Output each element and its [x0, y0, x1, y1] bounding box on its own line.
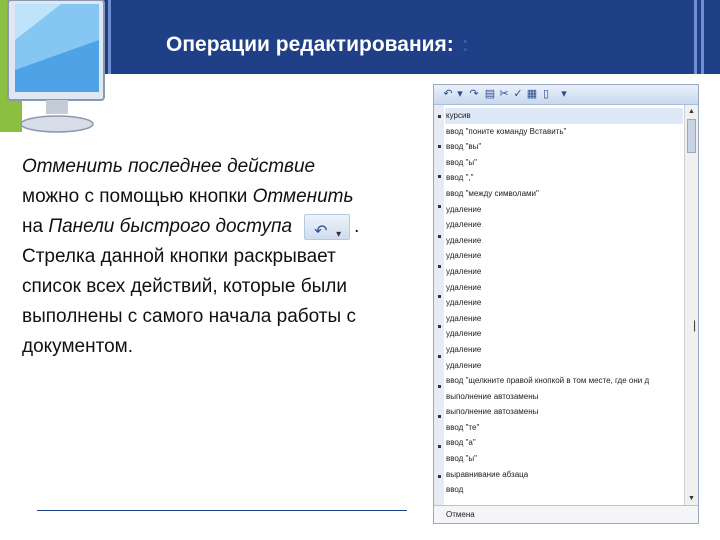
undo-list-item[interactable]: выполнение автозамены	[446, 391, 539, 401]
undo-list-item[interactable]: ввод "вы"	[446, 142, 482, 152]
ruler-mark	[438, 205, 441, 208]
undo-list-item[interactable]: выравнивание абзаца	[446, 469, 529, 479]
copy-icon[interactable]: ▤	[484, 88, 496, 100]
undo-icon[interactable]: ↶	[443, 88, 453, 100]
undo-list-item[interactable]: удаление	[446, 266, 482, 276]
customize-icon[interactable]: ▾	[561, 88, 567, 100]
header-divider-right-2	[701, 0, 704, 74]
undo-list-item[interactable]: ввод "а"	[446, 438, 476, 448]
ruler-mark	[438, 445, 441, 448]
undo-list	[445, 108, 683, 498]
undo-list-item[interactable]: курсив	[445, 108, 683, 124]
body-paragraph	[22, 152, 367, 362]
ruler-mark	[438, 415, 441, 418]
undo-list-item[interactable]: удаление	[446, 251, 482, 261]
body-text-3: . Стрелка данной кнопки раскрывает список всех действий, которые были выполнены с самого начала работы с документом.	[22, 216, 360, 357]
undo-list-screenshot	[433, 84, 699, 524]
undo-list-item[interactable]: удаление	[446, 344, 482, 354]
body-italic-undo-last: Отменить последнее действие	[22, 156, 316, 177]
undo-list-item[interactable]: удаление	[446, 282, 482, 292]
ruler-mark	[438, 115, 441, 118]
footer-divider	[37, 510, 407, 511]
scroll-thumb[interactable]	[687, 119, 696, 153]
ruler-mark	[438, 385, 441, 388]
undo-list-item[interactable]: ввод ","	[446, 173, 474, 183]
page-title-text: Операции редактирования:	[166, 33, 454, 56]
undo-list-item[interactable]: ввод	[446, 485, 464, 495]
undo-list-item[interactable]: удаление	[446, 360, 482, 370]
undo-list-item[interactable]: удаление	[446, 204, 482, 214]
quick-access-toolbar	[434, 85, 698, 105]
undo-list-item[interactable]: ввод "щелкните правой кнопкой в том месте, где они д	[446, 376, 650, 386]
undo-dropdown-icon[interactable]: ▾	[457, 88, 463, 100]
page-icon[interactable]: ▯	[542, 88, 550, 100]
undo-arrow-icon: ↶	[314, 222, 328, 240]
body-italic-quick-access: Панели быстрого доступа	[48, 216, 293, 237]
scroll-up-icon[interactable]: ▲	[688, 108, 695, 115]
undo-list-item[interactable]: удаление	[446, 220, 482, 230]
ruler-mark	[438, 175, 441, 178]
cut-icon[interactable]: ✂	[499, 88, 509, 100]
ruler-mark	[438, 265, 441, 268]
scrollbar[interactable]	[684, 105, 698, 505]
undo-list-footer: Отмена	[434, 505, 698, 523]
undo-list-item[interactable]: ввод "поните команду Вставить"	[446, 126, 567, 136]
ruler-mark	[438, 475, 441, 478]
dropdown-arrow-icon: ▾	[336, 228, 342, 240]
scroll-down-icon[interactable]: ▼	[688, 495, 695, 502]
undo-list-item[interactable]: удаление	[446, 298, 482, 308]
monitor-icon	[6, 0, 110, 140]
ruler-mark	[438, 295, 441, 298]
check-icon[interactable]: ✓	[513, 88, 523, 100]
ruler-mark	[438, 145, 441, 148]
ruler-mark	[438, 355, 441, 358]
format-icon[interactable]: ▦	[526, 88, 538, 100]
undo-list-item[interactable]: удаление	[446, 313, 482, 323]
undo-list-item[interactable]: выполнение автозамены	[446, 407, 539, 417]
redo-icon[interactable]: ↷	[469, 88, 479, 100]
ruler-strip	[434, 105, 444, 505]
page-title-extra: :	[461, 33, 469, 56]
undo-list-item[interactable]: ввод "между символами"	[446, 188, 539, 198]
text-cursor-mark: |	[693, 318, 697, 332]
undo-list-item[interactable]: ввод "ы"	[446, 157, 478, 167]
undo-list-item[interactable]: удаление	[446, 235, 482, 245]
undo-button-illustration	[304, 214, 350, 240]
ruler-mark	[438, 235, 441, 238]
body-italic-undo: Отменить	[252, 186, 354, 207]
undo-list-item[interactable]: ввод "ы"	[446, 454, 478, 464]
undo-list-item[interactable]: удаление	[446, 329, 482, 339]
ruler-mark	[438, 325, 441, 328]
undo-list-item[interactable]: ввод "те"	[446, 422, 480, 432]
page-title	[166, 33, 469, 57]
body-text-1: можно с помощью кнопки	[22, 186, 253, 207]
header-divider-right	[694, 0, 697, 74]
body-text-2: на	[22, 216, 49, 237]
